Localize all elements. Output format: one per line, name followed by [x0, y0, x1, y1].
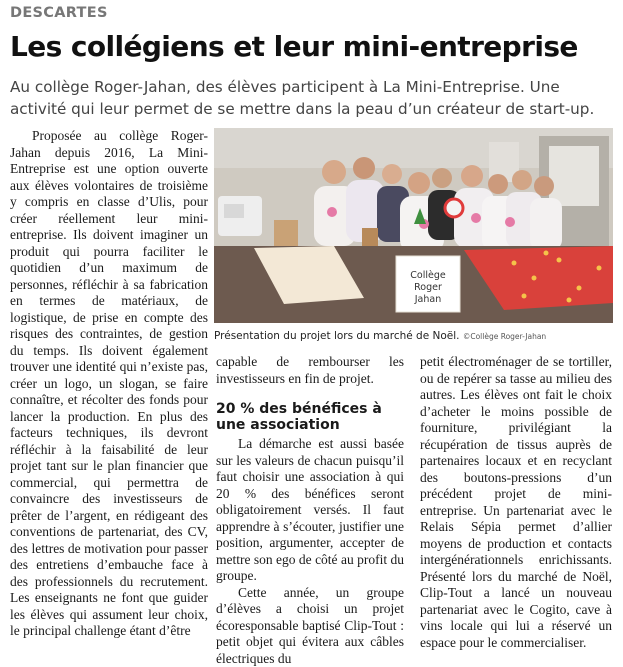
section-kicker: DESCARTES — [10, 5, 108, 21]
photo-illustration — [214, 128, 613, 323]
column-3 — [420, 354, 612, 651]
article-subheading: 20 % des bénéfices à une association — [216, 401, 404, 433]
sign-text-line1: Collège — [410, 270, 446, 281]
photo-caption — [214, 329, 613, 344]
body-paragraph: capable de rembourser les investisseurs en fin de projet. — [216, 354, 404, 387]
column-2 — [216, 354, 404, 667]
body-paragraph: Cette année, un groupe d’élèves a choisi un projet écoresponsable baptisé Clip-Tout : petit objet qui évitera aux câbles électriques du — [216, 585, 404, 667]
article-headline: Les collégiens et leur mini-entreprise — [10, 28, 615, 66]
column-1 — [10, 128, 208, 640]
sign-text-line2: Roger — [414, 282, 442, 293]
body-paragraph: La démarche est aussi basée sur les valeurs de chacun puisqu’il faut choisir une association à qui 20 % des bénéfices seront obligatoirement versés. Il faut apprendre à s’écouter, justifier une position, argumenter, accepter de mettre son ego de côté au profit du groupe. — [216, 436, 404, 585]
photo-credit: ©Collège Roger-Jahan — [463, 332, 546, 341]
sign-text-line3: Jahan — [414, 294, 442, 305]
article-lead: Au collège Roger-Jahan, des élèves participent à La Mini-Entreprise. Une activité qui leur permet de se mettre dans la peau d’un créateur de start-up. — [10, 76, 613, 120]
article-photo — [214, 128, 613, 323]
caption-text: Présentation du projet lors du marché de Noël. — [214, 330, 460, 342]
body-paragraph: Proposée au collège Roger-Jahan depuis 2016, La Mini-Entreprise est une option ouverte aux élèves volontaires de troisième y compris en classe d’Ulis, pour créer réellement leur mini-entreprise. Ils doivent imaginer un produit qui pourra faciliter le quotidien d’un maximum de personnes, réfléchir à sa fabrication en termes de matériaux, de logistique, de prise en compte des risques des contraintes, de gestion du temps. Ils doivent également trouver une identité qui n’existe pas, créer un logo, un slogan, se faire connaître, et récolter des fonds pour lancer la production. En plus des facteurs techniques, ils devront réfléchir à la faisabilité de leur projet tant sur le plan financier que commercial, qui permettra de convaincre des investisseurs de prêter de l’argent, en rédigeant des conventions de partenariat, des CV, des lettres de motivation pour passer des entretiens d’embauche face à des professionnels du recrutement. Les enseignants ne font que guider les élèves qui assument leur choix, le principal challenge étant d’être — [10, 128, 208, 640]
body-paragraph: petit électroménager de se tortiller, ou de repérer sa tasse au milieu des autres. Les élèves ont fait le choix d’acheter le moins possible de fourniture, privilégiant la récupération de tissus auprès de partenaires locaux et en recyclant des boutons-pressions d’un précédent projet de mini-entreprise. Un partenariat avec le Relais Sépia permet d’allier moyens de production et contacts intergénérationnels enrichissants. Présenté lors du marché de Noël, Clip-Tout a lancé un nouveau partenariat avec le Cogito, cave à vins locale qui lui a réservé un espace pour le commercialiser. — [420, 354, 612, 651]
